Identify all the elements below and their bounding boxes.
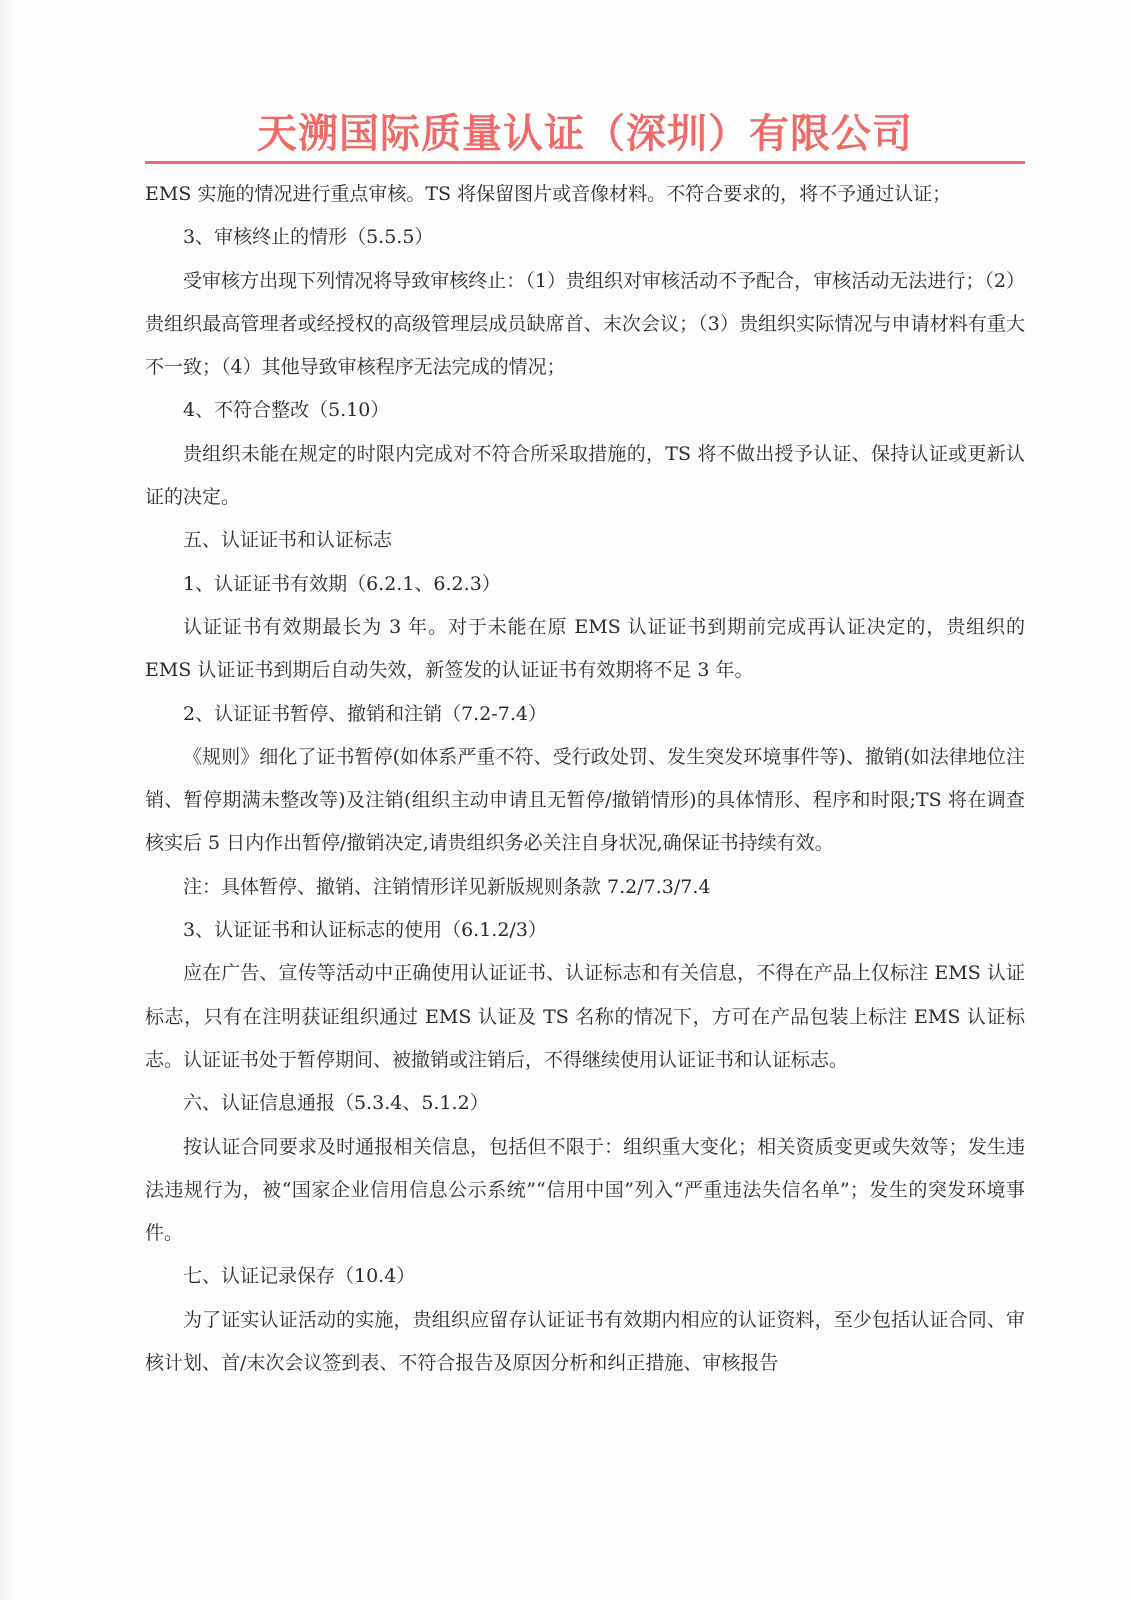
paragraph-audit-termination: 受审核方出现下列情况将导致审核终止：（1）贵组织对审核活动不予配合，审核活动无法进行；（2）贵组织最高管理者或经授权的高级管理层成员缺席首、末次会议；（3）贵组织实际情况与申请材料有重大不一致；（4）其他导致审核程序无法完成的情况； [145, 269, 1025, 379]
heading-audit-termination: 3、审核终止的情形（5.5.5） [183, 226, 434, 249]
paragraph-certificate-validity: 认证证书有效期最长为 3 年。对于未能在原 EMS 认证证书到期前完成再认证决定的，贵组织的 EMS 认证证书到期后自动失效，新签发的认证证书有效期将不足 3 年。 [145, 615, 1025, 682]
document-body [145, 173, 1025, 1385]
letterhead-divider-line [145, 161, 1025, 164]
company-letterhead-title: 天溯国际质量认证（深圳）有限公司 [257, 111, 913, 157]
note-suspension-clauses: 注：具体暂停、撤销、注销情形详见新版规则条款 7.2/7.3/7.4 [183, 875, 711, 898]
heading-nonconformity-correction: 4、不符合整改（5.10） [183, 399, 390, 422]
paragraph-certificate-mark-usage: 应在广告、宣传等活动中正确使用认证证书、认证标志和有关信息，不得在产品上仅标注 EMS 认证标志，只有在注明获证组织通过 EMS 认证及 TS 名称的情况下，方可在产品包装上标注 EMS 认证标志。认证证书处于暂停期间、被撤销或注销后，不得继续使用认证证书和认证标志。 [145, 962, 1025, 1071]
heading-section-six: 六、认证信息通报（5.3.4、5.1.2） [183, 1092, 489, 1115]
heading-certificate-mark-usage: 3、认证证书和认证标志的使用（6.1.2/3） [183, 919, 547, 942]
heading-certificate-suspension: 2、认证证书暂停、撤销和注销（7.2-7.4） [183, 702, 547, 725]
paragraph-record-retention: 为了证实认证活动的实施，贵组织应留存认证证书有效期内相应的认证资料，至少包括认证合同、审核计划、首/末次会议签到表、不符合报告及原因分析和纠正措施、审核报告 [145, 1308, 1025, 1375]
paragraph-nonconformity-correction: 贵组织未能在规定的时限内完成对不符合所采取措施的，TS 将不做出授予认证、保持认证或更新认证的决定。 [145, 442, 1025, 509]
paragraph-certificate-suspension: 《规则》细化了证书暂停(如体系严重不符、受行政处罚、发生突发环境事件等)、撤销(如法律地位注销、暂停期满未整改等)及注销(组织主动申请且无暂停/撤销情形)的具体情形、程序和时限;TS 将在调查核实后 5 日内作出暂停/撤销决定,请贵组织务必关注自身状况,确保证书持续有效。 [145, 745, 1025, 855]
paragraph-information-reporting: 按认证合同要求及时通报相关信息，包括但不限于：组织重大变化；相关资质变更或失效等；发生违法违规行为，被“国家企业信用信息公示系统”“信用中国”列入“严重违法失信名单”；发生的突发环境事件。 [145, 1135, 1025, 1245]
heading-certificate-validity: 1、认证证书有效期（6.2.1、6.2.3） [183, 572, 501, 595]
heading-section-five: 五、认证证书和认证标志 [183, 529, 393, 552]
letterhead [145, 108, 1025, 160]
heading-section-seven: 七、认证记录保存（10.4） [183, 1265, 416, 1288]
paragraph-ems-audit-continuation: EMS 实施的情况进行重点审核。TS 将保留图片或音像材料。不符合要求的，将不予通过认证； [145, 183, 952, 205]
scan-edge-shadow [0, 0, 14, 1600]
